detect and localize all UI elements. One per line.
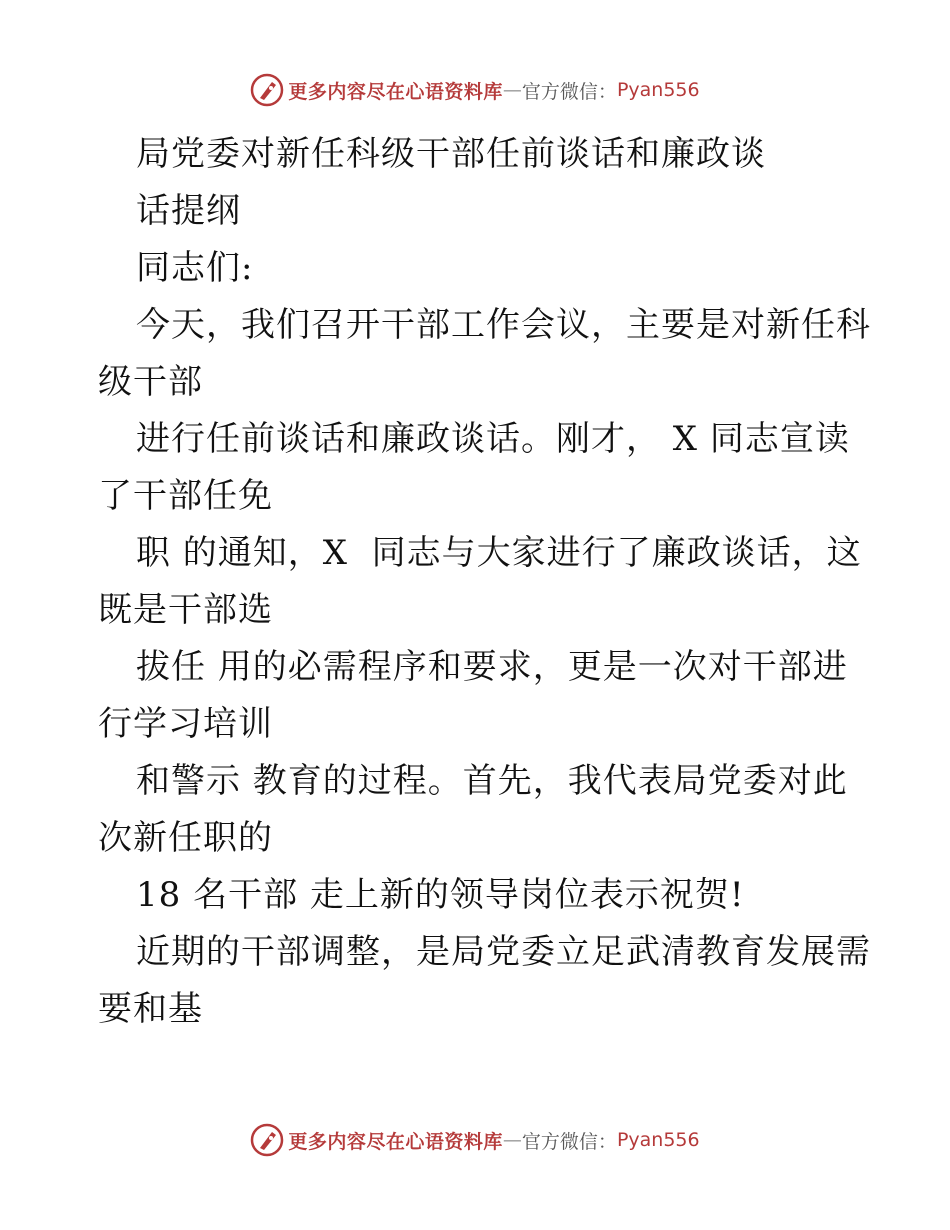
watermark-separator: — [502,1129,522,1151]
paragraph-line: 级干部 [98,362,203,402]
header-watermark [0,70,950,110]
paragraph-line: 了干部任免 [98,476,273,516]
footer-watermark [0,1120,950,1160]
paragraph-line: 近期的干部调整，是局党委立足武清教育发展需 [136,932,871,972]
document-title-line-1: 局党委对新任科级干部任前谈话和廉政谈 [136,134,766,174]
watermark-label: 官方微信： [521,80,617,103]
watermark-label: 官方微信： [521,1130,617,1153]
paragraph-line: 今天，我们召开干部工作会议，主要是对新任科 [136,305,871,345]
paragraph-line: 次新任职的 [98,818,273,858]
watermark-separator: — [502,79,522,101]
document-body [98,126,888,1038]
paragraph-line: 既是干部选 [98,590,273,630]
pen-nib-seal-icon [250,73,284,107]
watermark-wechat-id: Pyan556 [616,1129,700,1151]
pen-nib-seal-icon [250,1123,284,1157]
paragraph-line: 拔任 用的必需程序和要求，更是一次对干部进 [136,647,848,687]
paragraph-line: 18 名干部 走上新的领导岗位表示祝贺! [136,875,745,915]
watermark-brand: 更多内容尽在心语资料库 [288,1130,503,1153]
salutation: 同志们: [136,248,254,288]
paragraph-line: 要和基 [98,989,203,1029]
document-title-line-2: 话提纲 [136,191,241,231]
paragraph-line: 职 的通知，X 同志与大家进行了廉政谈话，这 [136,533,862,573]
paragraph-line: 和警示 教育的过程。首先，我代表局党委对此 [136,761,848,801]
watermark-wechat-id: Pyan556 [616,79,700,101]
watermark-brand: 更多内容尽在心语资料库 [288,80,503,103]
paragraph-line: 进行任前谈话和廉政谈话。刚才， X 同志宣读 [136,419,850,459]
paragraph-line: 行学习培训 [98,704,273,744]
